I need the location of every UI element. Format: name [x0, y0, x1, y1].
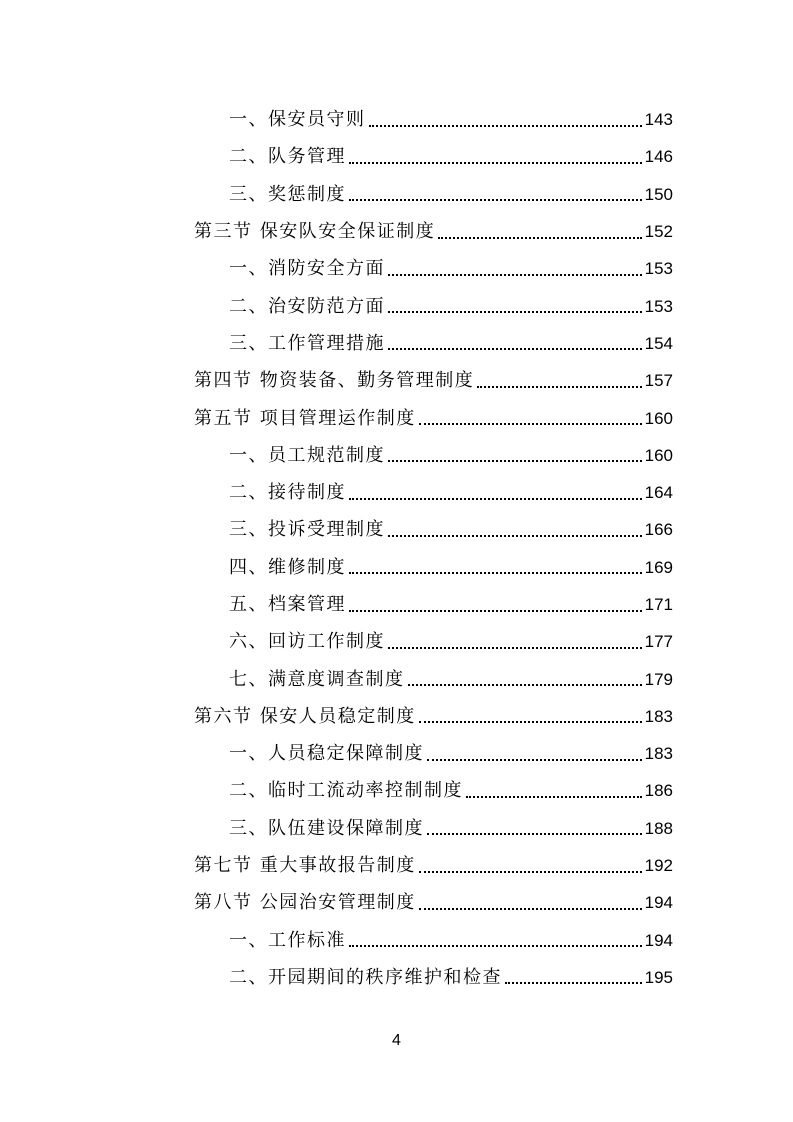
toc-subsection-entry[interactable] [0, 586, 793, 623]
toc-dot-leader [427, 833, 642, 835]
toc-entry-page-number: 169 [644, 557, 673, 577]
toc-entry-page-number: 183 [644, 706, 673, 726]
toc-entry-page-number: 152 [644, 222, 673, 242]
toc-entry-label: 四、维修制度 [229, 556, 346, 578]
toc-entry-page-number: 160 [644, 408, 673, 428]
toc-dot-leader [349, 610, 642, 612]
toc-dot-leader [349, 572, 642, 574]
toc-dot-leader [505, 982, 642, 984]
toc-entry-page-number: 164 [644, 483, 673, 503]
toc-dot-leader [349, 162, 642, 164]
toc-dot-leader [349, 945, 642, 947]
toc-entry-page-number: 166 [644, 520, 673, 540]
toc-section-entry[interactable] [0, 698, 793, 735]
toc-subsection-entry[interactable] [0, 474, 793, 511]
toc-entry-label: 第四节 物资装备、勤务管理制度 [194, 370, 475, 392]
toc-entry-page-number: 160 [644, 445, 673, 465]
toc-entry-page-number: 186 [644, 781, 673, 801]
toc-subsection-entry[interactable] [0, 660, 793, 697]
toc-subsection-entry[interactable] [0, 138, 793, 175]
table-of-contents [0, 101, 793, 996]
toc-entry-label: 第七节 重大事故报告制度 [194, 855, 416, 877]
toc-dot-leader [388, 647, 642, 649]
toc-entry-page-number: 157 [644, 371, 673, 391]
toc-entry-label: 一、人员稳定保障制度 [229, 743, 424, 765]
toc-subsection-entry[interactable] [0, 101, 793, 138]
toc-subsection-entry[interactable] [0, 772, 793, 809]
toc-entry-label: 一、保安员守则 [229, 109, 366, 131]
toc-entry-page-number: 153 [644, 296, 673, 316]
toc-subsection-entry[interactable] [0, 922, 793, 959]
toc-section-entry[interactable] [0, 399, 793, 436]
toc-dot-leader [419, 423, 642, 425]
toc-entry-label: 第五节 项目管理运作制度 [194, 407, 416, 429]
toc-entry-label: 三、奖惩制度 [229, 183, 346, 205]
toc-dot-leader [388, 348, 642, 350]
toc-section-entry[interactable] [0, 847, 793, 884]
toc-entry-page-number: 177 [644, 632, 673, 652]
toc-dot-leader [388, 460, 642, 462]
toc-entry-label: 一、消防安全方面 [229, 258, 385, 280]
toc-entry-label: 五、档案管理 [229, 594, 346, 615]
toc-dot-leader [388, 274, 642, 276]
toc-subsection-entry[interactable] [0, 735, 793, 772]
toc-dot-leader [388, 535, 642, 537]
toc-subsection-entry[interactable] [0, 549, 793, 586]
toc-subsection-entry[interactable] [0, 959, 793, 996]
toc-dot-leader [349, 199, 642, 201]
toc-entry-page-number: 195 [644, 967, 673, 987]
toc-dot-leader [466, 796, 642, 798]
toc-entry-page-number: 146 [644, 147, 673, 167]
toc-subsection-entry[interactable] [0, 437, 793, 474]
toc-subsection-entry[interactable] [0, 176, 793, 213]
toc-entry-label: 二、临时工流动率控制制度 [229, 780, 463, 802]
toc-subsection-entry[interactable] [0, 810, 793, 847]
toc-dot-leader [419, 908, 642, 910]
toc-dot-leader [369, 125, 642, 127]
toc-entry-label: 二、治安防范方面 [229, 295, 385, 317]
toc-entry-label: 二、队务管理 [229, 146, 346, 168]
toc-dot-leader [419, 721, 642, 723]
toc-section-entry[interactable] [0, 213, 793, 250]
toc-dot-leader [477, 386, 641, 388]
toc-entry-page-number: 143 [644, 110, 673, 130]
toc-entry-page-number: 171 [644, 595, 673, 614]
toc-entry-label: 三、队伍建设保障制度 [229, 817, 424, 839]
toc-entry-label: 一、员工规范制度 [229, 444, 385, 466]
toc-subsection-entry[interactable] [0, 511, 793, 548]
toc-entry-page-number: 154 [644, 333, 673, 353]
toc-entry-label: 三、投诉受理制度 [229, 519, 385, 541]
toc-dot-leader [419, 871, 642, 873]
toc-entry-label: 六、回访工作制度 [229, 631, 385, 653]
toc-section-entry[interactable] [0, 362, 793, 399]
toc-entry-label: 七、满意度调查制度 [229, 668, 405, 690]
toc-entry-page-number: 183 [644, 744, 673, 764]
toc-subsection-entry[interactable] [0, 250, 793, 287]
toc-section-entry[interactable] [0, 884, 793, 921]
toc-entry-page-number: 194 [644, 930, 673, 950]
toc-entry-label: 第六节 保安人员稳定制度 [194, 705, 416, 727]
toc-entry-page-number: 153 [644, 259, 673, 279]
toc-entry-page-number: 150 [644, 184, 673, 204]
toc-entry-page-number: 188 [644, 818, 673, 838]
toc-entry-label: 二、开园期间的秩序维护和检查 [229, 966, 502, 988]
page-number: 4 [392, 1032, 401, 1049]
toc-dot-leader [388, 311, 642, 313]
toc-entry-label: 三、工作管理措施 [229, 332, 385, 354]
toc-entry-label: 一、工作标准 [229, 929, 346, 951]
toc-dot-leader [349, 498, 642, 500]
toc-subsection-entry[interactable] [0, 623, 793, 660]
toc-dot-leader [408, 684, 642, 686]
toc-entry-label: 第三节 保安队安全保证制度 [194, 221, 436, 243]
toc-dot-leader [438, 237, 641, 239]
toc-entry-label: 第八节 公园治安管理制度 [194, 892, 416, 914]
toc-entry-page-number: 179 [644, 669, 673, 689]
toc-entry-label: 二、接待制度 [229, 482, 346, 504]
toc-subsection-entry[interactable] [0, 325, 793, 362]
toc-subsection-entry[interactable] [0, 287, 793, 324]
toc-entry-page-number: 194 [644, 893, 673, 913]
toc-entry-page-number: 192 [644, 856, 673, 876]
toc-dot-leader [427, 759, 642, 761]
